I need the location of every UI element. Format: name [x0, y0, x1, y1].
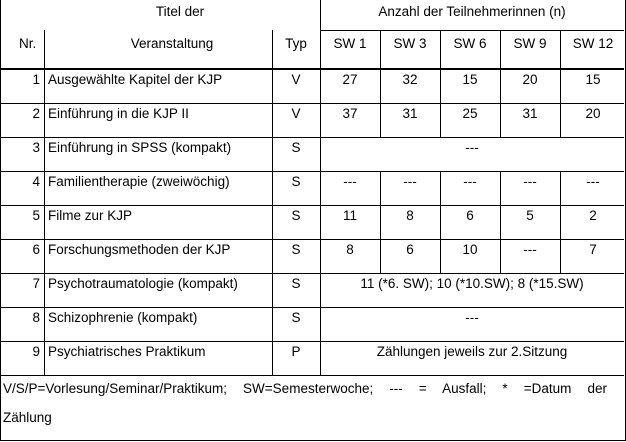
row-span-value: 11 (*6. SW); 10 (*10.SW); 8 (*15.SW)	[360, 276, 584, 291]
week-divider	[560, 104, 561, 137]
row-title: Psychiatrisches Praktikum	[48, 344, 206, 359]
row-typ: V	[291, 106, 301, 121]
row-typ: S	[291, 276, 301, 291]
header-typ: Typ	[285, 36, 307, 51]
row-typ: S	[291, 140, 301, 155]
row-nr: 5	[32, 208, 40, 223]
row-nr: 2	[32, 106, 40, 121]
week-divider	[440, 70, 441, 103]
week-divider	[440, 240, 441, 273]
row-week-value: ---	[403, 174, 417, 189]
row-week-value: 25	[462, 106, 478, 121]
row-week-value: 2	[589, 208, 597, 223]
row-week-value: ---	[523, 174, 537, 189]
row-title: Einführung in die KJP II	[48, 106, 189, 121]
row-week-value: ---	[586, 174, 600, 189]
row-week-value: 6	[466, 208, 474, 223]
col-divider-title	[272, 30, 273, 375]
row-week-value: 27	[342, 72, 358, 87]
row-nr: 8	[32, 310, 40, 325]
week-divider-header	[560, 30, 561, 68]
col-divider-typ	[320, 0, 321, 375]
week-divider	[560, 240, 561, 273]
row-divider	[0, 171, 624, 172]
week-divider	[500, 206, 501, 239]
row-typ: S	[291, 242, 301, 257]
row-span-value: Zählungen jeweils zur 2.Sitzung	[376, 344, 568, 359]
week-divider	[380, 104, 381, 137]
row-divider	[0, 137, 624, 138]
header-week-3: SW 6	[453, 36, 487, 51]
week-divider	[500, 172, 501, 205]
header-group-divider	[320, 30, 624, 31]
header-title-line2: Veranstaltung	[130, 36, 214, 51]
row-title: Familientherapie (zweiwöchig)	[48, 174, 230, 189]
row-divider	[0, 307, 624, 308]
row-divider	[0, 375, 624, 376]
row-title: Forschungsmethoden der KJP	[48, 242, 231, 257]
row-typ: P	[291, 344, 301, 359]
row-week-value: ---	[343, 174, 357, 189]
row-title: Schizophrenie (kompakt)	[48, 310, 198, 325]
row-week-value: 5	[526, 208, 534, 223]
footer-legend-line1: V/S/P=Vorlesung/Seminar/Praktikum; SW=Semesterwoche; --- = Ausfall; * =Datum der	[3, 381, 607, 396]
header-week-1: SW 1	[333, 36, 367, 51]
row-title: Filme zur KJP	[48, 208, 133, 223]
row-divider	[0, 273, 624, 274]
week-divider	[560, 172, 561, 205]
week-divider	[500, 104, 501, 137]
week-divider	[380, 172, 381, 205]
week-divider	[380, 240, 381, 273]
row-divider	[0, 103, 624, 104]
week-divider-header	[440, 30, 441, 68]
row-span-value: ---	[465, 310, 479, 325]
row-span-value: ---	[465, 140, 479, 155]
row-nr: 4	[32, 174, 40, 189]
header-bottom-rule	[0, 68, 624, 70]
week-divider	[560, 70, 561, 103]
row-week-value: 31	[402, 106, 418, 121]
header-week-5: SW 12	[572, 36, 614, 51]
week-divider-header	[500, 30, 501, 68]
week-divider-header	[380, 30, 381, 68]
row-week-value: 31	[522, 106, 538, 121]
row-divider	[0, 205, 624, 206]
week-divider	[500, 240, 501, 273]
row-typ: V	[291, 72, 301, 87]
row-typ: S	[291, 208, 301, 223]
row-title: Ausgewählte Kapitel der KJP	[48, 72, 223, 87]
row-week-value: 8	[406, 208, 414, 223]
row-title: Psychotraumatologie (kompakt)	[48, 276, 238, 291]
week-divider	[440, 206, 441, 239]
week-divider	[380, 70, 381, 103]
row-nr: 6	[32, 242, 40, 257]
week-divider	[440, 104, 441, 137]
col-divider-nr	[44, 30, 45, 375]
row-week-value: 7	[589, 242, 597, 257]
header-week-2: SW 3	[393, 36, 427, 51]
row-week-value: 20	[522, 72, 538, 87]
week-divider	[440, 172, 441, 205]
row-nr: 3	[32, 140, 40, 155]
row-week-value: 20	[585, 106, 601, 121]
row-week-value: 6	[406, 242, 414, 257]
week-divider	[380, 206, 381, 239]
row-title: Einführung in SPSS (kompakt)	[48, 140, 232, 155]
row-typ: S	[291, 310, 301, 325]
header-nr: Nr.	[19, 36, 37, 51]
header-week-4: SW 9	[513, 36, 547, 51]
row-week-value: ---	[523, 242, 537, 257]
row-divider	[0, 239, 624, 240]
row-week-value: 10	[462, 242, 478, 257]
row-nr: 7	[32, 276, 40, 291]
row-week-value: ---	[463, 174, 477, 189]
row-week-value: 8	[346, 242, 354, 257]
row-week-value: 15	[462, 72, 478, 87]
header-title-line1: Titel der	[155, 4, 205, 19]
row-typ: S	[291, 174, 301, 189]
row-nr: 1	[32, 72, 40, 87]
row-week-value: 11	[342, 208, 358, 223]
week-divider	[560, 206, 561, 239]
header-group: Anzahl der Teilnehmerinnen (n)	[378, 4, 566, 19]
row-week-value: 15	[585, 72, 601, 87]
row-nr: 9	[32, 344, 40, 359]
row-divider	[0, 341, 624, 342]
week-divider	[500, 70, 501, 103]
footer-legend-line2: Zählung	[3, 410, 52, 425]
row-week-value: 32	[402, 72, 418, 87]
row-week-value: 37	[342, 106, 358, 121]
